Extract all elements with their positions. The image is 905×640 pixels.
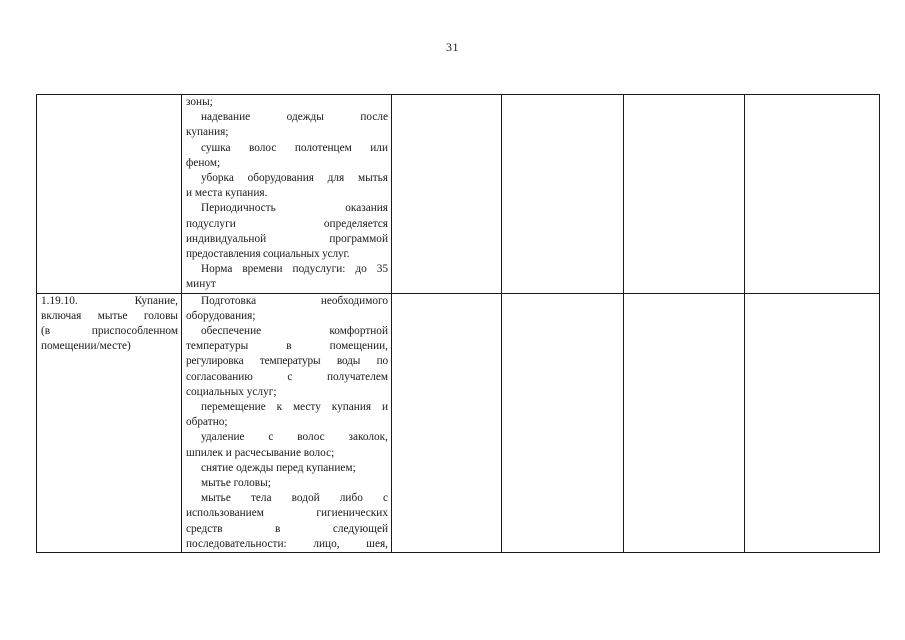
text-line: зоны; <box>186 96 213 108</box>
empty-cell <box>624 293 745 552</box>
text-line: социальных услуг; <box>186 385 277 398</box>
empty-cell <box>392 293 502 552</box>
text-line: надевание одежды после <box>201 111 388 124</box>
description-paragraph <box>186 430 388 460</box>
text-line: и места купания. <box>186 187 268 200</box>
text-line: предоставления социальных услуг. <box>186 248 350 261</box>
service-code-cell <box>37 293 182 552</box>
text-line: уборка оборудования для мытья <box>201 172 388 185</box>
text-line: феном; <box>186 156 221 169</box>
text-line: (в приспособленном <box>41 325 178 338</box>
description-paragraph <box>186 141 388 171</box>
text-line: оборудования; <box>186 309 256 322</box>
text-line: мытье головы; <box>201 477 271 490</box>
empty-cell <box>624 95 745 294</box>
empty-cell <box>745 95 880 294</box>
table-row <box>37 95 880 294</box>
description-paragraph <box>186 201 388 262</box>
text-line: подуслуги определяется <box>186 217 388 230</box>
text-line: сушка волос полотенцем или <box>201 141 388 154</box>
text-line: средств в следующей <box>186 522 388 535</box>
services-table <box>36 94 880 553</box>
text-line: Подготовка необходимого <box>201 294 388 307</box>
text-line: 1.19.10. Купание, <box>41 294 178 307</box>
text-line: регулировка температуры воды по <box>186 355 388 368</box>
empty-cell <box>502 293 624 552</box>
description-paragraph <box>186 491 388 552</box>
description-paragraph <box>186 110 388 140</box>
description-paragraph <box>186 171 388 201</box>
description-paragraph <box>186 262 388 292</box>
text-line: удаление с волос заколок, <box>201 431 388 444</box>
text-line: использованием гигиенических <box>186 507 388 520</box>
description-paragraph <box>186 294 388 324</box>
text-line: температуры в помещении, <box>186 340 388 353</box>
table-row <box>37 293 880 552</box>
text-line: купания; <box>186 126 229 139</box>
text-line: обеспечение комфортной <box>201 325 388 338</box>
text-line: минут <box>186 278 216 291</box>
empty-cell <box>392 95 502 294</box>
text-line: Периодичность оказания <box>201 202 388 215</box>
text-line: согласованию с получателем <box>186 370 388 383</box>
text-line: перемещение к месту купания и <box>201 401 388 414</box>
description-paragraph <box>186 461 388 476</box>
text-line: шпилек и расчесывание волос; <box>186 446 335 459</box>
text-line: Норма времени подуслуги: до 35 <box>201 263 388 276</box>
description-paragraph <box>186 400 388 430</box>
service-description-cell <box>182 95 392 294</box>
service-description-cell <box>182 293 392 552</box>
page-number: 31 <box>446 40 459 54</box>
empty-cell <box>502 95 624 294</box>
text-line: снятие одежды перед купанием; <box>201 461 356 474</box>
text-line: обратно; <box>186 416 228 429</box>
description-paragraph <box>186 95 388 110</box>
text-line: последовательности: лицо, шея, <box>186 537 388 550</box>
description-paragraph <box>186 476 388 491</box>
text-line: мытье тела водой либо с <box>201 492 388 505</box>
text-line: включая мытье головы <box>41 309 178 322</box>
text-line: помещении/месте) <box>41 340 131 353</box>
description-paragraph <box>186 324 388 400</box>
text-line: индивидуальной программой <box>186 232 388 245</box>
empty-cell <box>745 293 880 552</box>
service-code-cell <box>37 95 182 294</box>
